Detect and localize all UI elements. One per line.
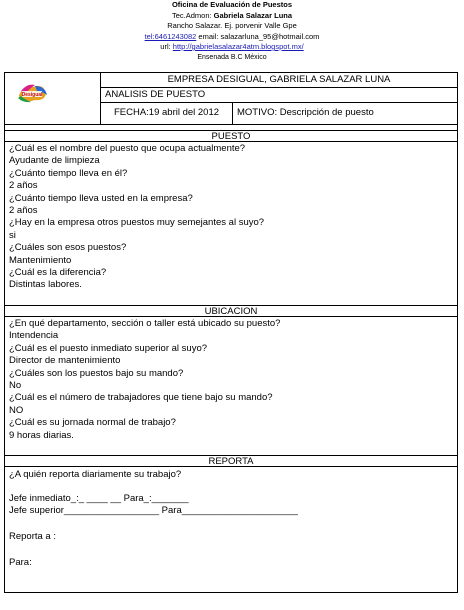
spacer xyxy=(9,517,453,531)
reporta-question: ¿A quién reporta diariamente su trabajo? xyxy=(9,469,182,480)
job-analysis-form xyxy=(4,72,458,593)
ubicacion-line: Intendencia xyxy=(9,330,59,342)
puesto-line: ¿Cuál es la diferencia? xyxy=(9,267,107,279)
ubicacion-line: NO xyxy=(9,404,24,416)
ubicacion-line: ¿Cuál es su jornada normal de trabajo? xyxy=(9,417,176,429)
fecha-field: FECHA:19 abril del 2012 xyxy=(101,103,233,124)
phone-link[interactable]: tel:6461243082 xyxy=(144,31,197,41)
puesto-line: Mantenimiento xyxy=(9,254,72,266)
logo-cell xyxy=(5,73,101,125)
ubicacion-line: 9 horas diarias. xyxy=(9,429,74,441)
section-body-puesto xyxy=(9,143,453,292)
city-line: Ensenada B.C México xyxy=(197,53,267,61)
jefe-inmediato-line: Jefe inmediato_:_ ____ __ Para_:_______ xyxy=(9,493,189,504)
section-header-puesto: PUESTO xyxy=(5,130,457,142)
section-header-reporta: REPORTA xyxy=(5,455,457,467)
ubicacion-line: ¿En qué departamento, sección o taller está ubicado su puesto? xyxy=(9,318,281,329)
office-name: Oficina de Evaluación de Puestos xyxy=(171,0,293,9)
puesto-line: si xyxy=(9,229,16,241)
puesto-line: ¿Cuánto tiempo lleva en él? xyxy=(9,167,128,179)
admin-name: Gabriela Salazar Luna xyxy=(213,10,293,20)
ubicacion-line: Director de mantenimiento xyxy=(9,355,121,367)
url-line xyxy=(0,42,464,53)
section-body-ubicacion xyxy=(9,318,453,442)
url-label: url: xyxy=(160,42,173,51)
spacer xyxy=(9,543,453,557)
logo-text: Desigual xyxy=(21,92,43,98)
admin-title: Tec.Admon: xyxy=(171,10,214,20)
puesto-line: ¿Cuánto tiempo lleva usted en la empresa? xyxy=(9,192,193,204)
puesto-line: ¿Cuál es el nombre del puesto que ocupa actualmente? xyxy=(9,143,246,154)
blog-link[interactable]: http://gabrielasalazar4atm.blogspot.mx/ xyxy=(172,42,304,51)
motivo-field: MOTIVO: Descripción de puesto xyxy=(237,107,374,118)
section-body-reporta xyxy=(9,469,453,569)
address-line: Rancho Salazar. Ej. porvenir Valle Gpe xyxy=(167,21,297,30)
spacer xyxy=(9,481,453,493)
puesto-line: Ayudante de limpieza xyxy=(9,155,100,167)
para-line: Para: xyxy=(9,557,32,568)
puesto-line: Distintas labores. xyxy=(9,279,82,291)
jefe-superior-line: Jefe superior__________________ Para______________________ xyxy=(9,505,298,516)
ubicacion-line: ¿Cuáles son los puestos bajo su mando? xyxy=(9,367,184,379)
puesto-line: 2 años xyxy=(9,180,38,192)
company-row: EMPRESA DESIGUAL, GABRIELA SALAZAR LUNA xyxy=(101,73,457,88)
reporta-a-line: Reporta a : xyxy=(9,531,56,542)
date-motive-row xyxy=(101,103,457,125)
ubicacion-line: No xyxy=(9,380,22,392)
puesto-line: 2 años xyxy=(9,205,38,217)
letterhead xyxy=(0,0,464,63)
ubicacion-line: ¿Cuál es el número de trabajadores que tiene bajo su mando? xyxy=(9,392,273,404)
desigual-logo xyxy=(15,81,49,105)
puesto-line: ¿Cuáles son esos puestos? xyxy=(9,242,127,254)
contact-line xyxy=(0,32,464,43)
admin-line xyxy=(0,11,464,22)
email-text: email: salazarluna_95@hotmail.com xyxy=(196,31,320,41)
section-header-ubicacion: UBICACION xyxy=(5,305,457,317)
puesto-line: ¿Hay en la empresa otros puestos muy semejantes al suyo? xyxy=(9,217,265,229)
ubicacion-line: ¿Cuál es el puesto inmediato superior al suyo? xyxy=(9,342,208,354)
analysis-row: ANALISIS DE PUESTO xyxy=(101,88,457,103)
